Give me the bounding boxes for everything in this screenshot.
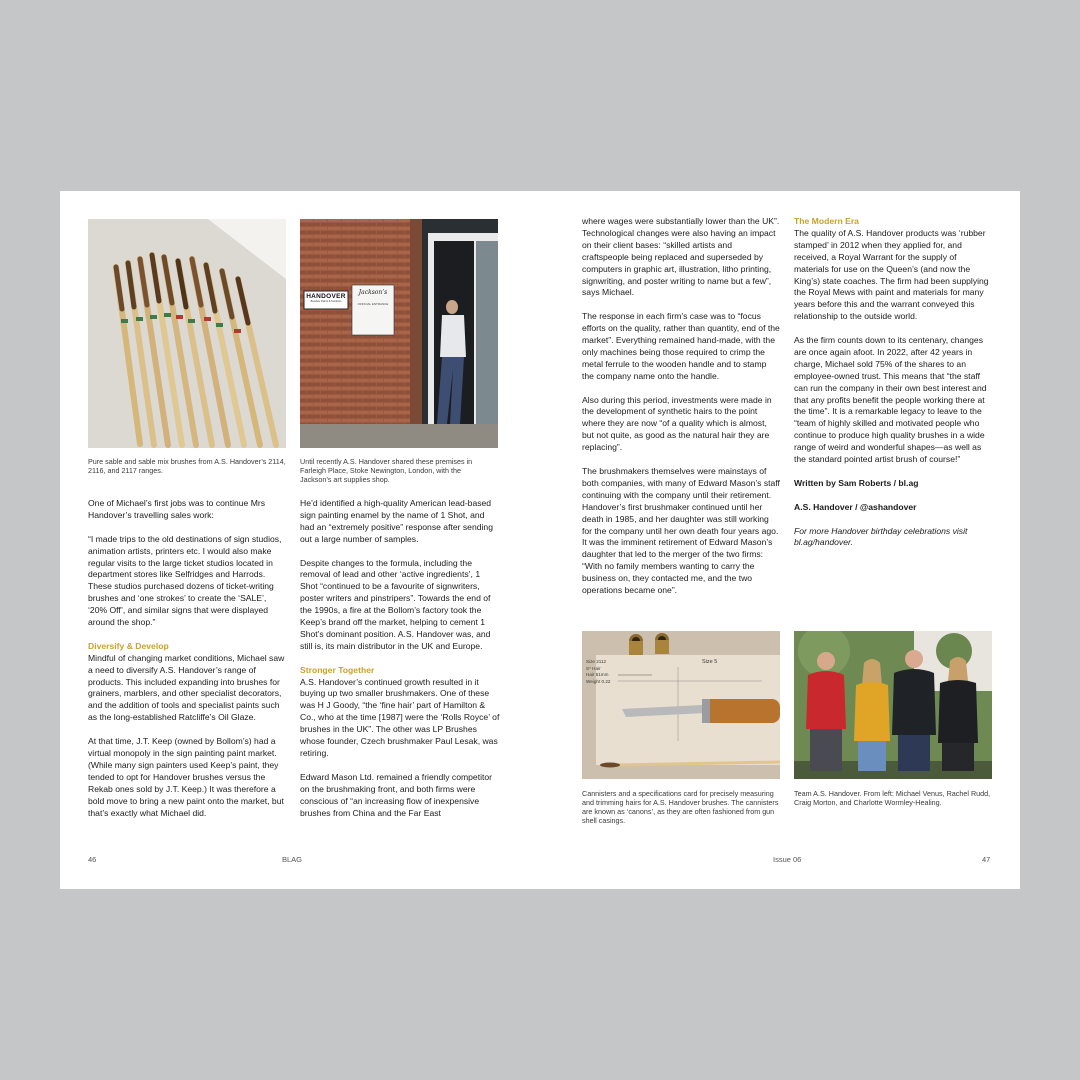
col2-p2: Despite changes to the formula, including the removal of lead and other ‘active ingredients’, 1 Shot “continued to be a favourite of signwriters, poster writers and pinstripers”. Towards the end of the 1990s, a fire at the Bollom’s factory took the Keep’s brand off the market, helping to cement 1 Shot’s dominant position. A.S. Handover was, and still is, its main distributor in the UK and Europe. [300, 557, 491, 651]
right-column-2 [794, 216, 992, 561]
premises-photo [300, 219, 498, 448]
col4-p1: The quality of A.S. Handover products was ‘rubber stamped’ in 2012 when they applied for, and received, a Royal Warrant for the supply of materials for use on the Queen’s (and now the King’s) state coaches. The firm had been supplying the Royal Mews with paint and materials for many years before this and the warrant conveyed this relationship to the outside world. [794, 227, 989, 322]
col1-p4: At that time, J.T. Keep (owned by Bollom’s) had a virtual monopoly in the sign painting paint market. (While many sign painters used Keep’s paint, they tended to opt for Handover brushes versus the Rekab ones sold by J.T. Keep.) It was therefore a bold move to bring a new paint onto the market, but that’s exactly what Michael did. [88, 736, 284, 818]
credit-writer: Written by Sam Roberts / bl.ag [794, 477, 919, 488]
brushes-caption: Pure sable and sable mix brushes from A.S. Handover’s 2114, 2116, and 2117 ranges. [88, 457, 286, 475]
left-column-1 [88, 498, 286, 831]
col1-p2: “I made trips to the old destinations of sign studios, animation artists, printers etc. I would also make regular visits to the large ticket studios located in department stores like Selfridges and Harrods. These studios purchased dozens of ticket-writing brushes and ‘one strokes’ to create the ‘SALE’, ‘20% Off’, and similar signs that were displayed around the shop.” [88, 533, 282, 628]
col3-p1: where wages were substantially lower than the UK”. Technological changes were also having an impact on their client bases: “skilled artists and craftspeople being replaced and superseded by computers in graphic art, illustration, litho printing, signwriting, and poster writing to name but a few”, says Michael. [582, 216, 780, 298]
col2-p1: He’d identified a high-quality American lead-based sign painting enamel by the name of 1 Shot, and had an “extremely positive” response after sending out a large number of samples. [300, 498, 493, 544]
heading-modern-era: The Modern Era [794, 216, 859, 226]
col2-p3: A.S. Handover’s continued growth resulted in it buying up two smaller brushmakers. One of these was H J Goody, “the ‘fine hair’ part of Hamilton & Co., who at the time [1987] were the ‘Rolls Royce’ of brushes in the UK”. The other was LP Brushes whose founder, Czech brushmaker Paul Lesak, was retiring. [300, 676, 500, 758]
col3-p4: The brushmakers themselves were mainstays of both companies, with many of Edward Mason’s staff continuing with the company until their retirement. Handover’s first brushmaker continued until her death in 1985, and her daughter was still working for the company until her own death four years ago. It was the imminent retirement of Edward Mason’s daughter that led to the merger of the two firms: “With no family members wanting to carry the business on, they contacted me, and the two operations became one”. [582, 465, 780, 596]
handover-link-note: For more Handover birthday celebrations visit bl.ag/handover. [794, 525, 968, 548]
heading-stronger: Stronger Together [300, 664, 375, 675]
jacksons-sign-subtext: OFFICIAL ENTRANCE [357, 302, 389, 306]
issue-number: Issue 06 [773, 855, 802, 864]
credit-company: A.S. Handover / @ashandover [794, 501, 917, 512]
cannisters-illustration [582, 631, 780, 779]
magazine-spread [60, 191, 1020, 889]
handover-sign-subtext: Brushes Paints & Sundries [310, 300, 342, 303]
brushes-photo [88, 219, 286, 448]
page-number-right: 47 [982, 855, 991, 864]
col3-p3: Also during this period, investments were made in the development of synthetic hairs to the point where they are now “of a quality which is almost, but not quite, as good as the natural hair they are replacing”. [582, 394, 772, 453]
right-column-1 [582, 216, 780, 609]
team-caption: Team A.S. Handover. From left: Michael Venus, Rachel Rudd, Craig Morton, and Charlotte Wormley-Healing. [794, 789, 991, 807]
team-illustration [794, 631, 992, 779]
handover-sign [306, 293, 346, 303]
col3-p2: The response in each firm’s case was to “focus efforts on the quality, rather than quantity, end of the market”. Everything remained hand-made, with the only machines being those required to crimp the metal ferrule to the wooden handle and to stamp the company name onto the handle. [582, 311, 780, 381]
brushes-illustration [88, 219, 286, 448]
left-column-2 [300, 498, 500, 831]
page-number-left: 46 [88, 855, 97, 864]
spec-card-text [586, 659, 610, 685]
magazine-name: BLAG [282, 855, 303, 864]
handover-sign-text: HANDOVER [306, 293, 346, 300]
premises-caption: Until recently A.S. Handover shared these premises in Farleigh Place, Stoke Newington, London, with the Jackson’s art supplies shop. [300, 457, 473, 484]
spec-card-line-1: Size 2112 [586, 659, 607, 664]
col1-p1: One of Michael’s first jobs was to continue Mrs Handover’s travelling sales work: [88, 498, 266, 520]
heading-diversify: Diversify & Develop [88, 640, 169, 651]
team-photo [794, 631, 992, 779]
cannisters-caption: Cannisters and a specifications card for precisely measuring and trimming hairs for A.S. Handover brushes. The cannisters are known as ‘canons’, as they are often fashioned from gun shell casings. [582, 789, 779, 825]
spec-card-line-4: Weight 0.22 [586, 678, 611, 684]
col1-p3: Mindful of changing market conditions, Michael saw a need to diversify A.S. Handover’s range of products. This included expanding into brushes for grainers, marblers, and other specialist decorators, and the addition of tools and specialist paints such as the long-established Ratcliffe’s Oil Glaze. [88, 652, 285, 723]
cannisters-photo [582, 631, 780, 779]
premises-illustration [300, 219, 498, 448]
jacksons-sign-text: Jackson’s [358, 289, 388, 296]
spec-card-line-2: S* Hair [586, 665, 601, 671]
col2-p4: Edward Mason Ltd. remained a friendly competitor on the brushmaking front, and both firms were conscious of “an increasing flow of inexpensive brushes from China and the Far East [300, 771, 493, 818]
jacksons-sign [354, 289, 392, 306]
spec-card-line-3: Hair 51mm [586, 672, 609, 677]
spec-card-size: Size 5 [702, 659, 718, 665]
col4-p2: As the firm counts down to its centenary, changes are once again afoot. In 2022, after 42 years in charge, Michael sold 75% of the shares to an employee-owned trust. This means that “the staff can run the company in their own best interest and that any profits benefit the people working there at the time”. It is a remarkable legacy to leave to the “team of highly skilled and motivated people who continue to produce high quality brushes in a wide range of weird and wonderful shapes—as well as the standard pointed artist brush of course!” [794, 335, 987, 465]
